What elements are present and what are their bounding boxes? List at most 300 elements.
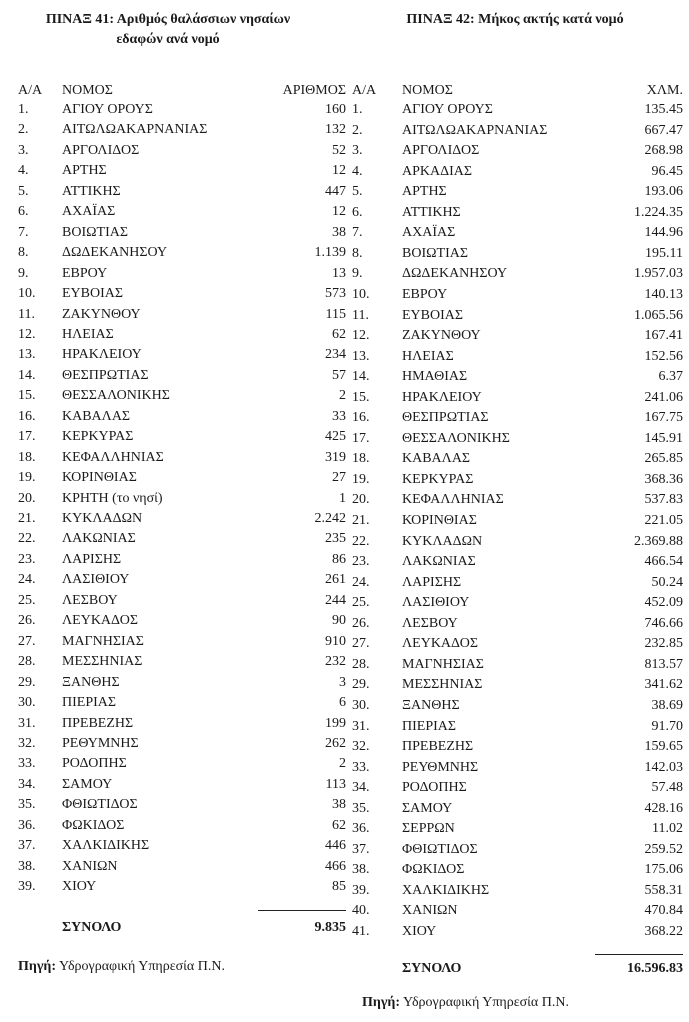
row-value: 91.70 bbox=[651, 718, 683, 734]
total-rule bbox=[258, 910, 346, 911]
row-number: 12. bbox=[352, 328, 370, 344]
table-row bbox=[18, 651, 348, 673]
row-prefecture: ΚΟΡΙΝΘΙΑΣ bbox=[402, 513, 477, 528]
row-number: 1. bbox=[18, 102, 29, 117]
row-prefecture: ΘΕΣΣΑΛΟΝΙΚΗΣ bbox=[62, 388, 170, 404]
row-number: 4. bbox=[18, 163, 29, 179]
row-value: 234 bbox=[325, 347, 346, 363]
table-row bbox=[352, 140, 687, 162]
row-value: 96.45 bbox=[651, 163, 683, 179]
row-number: 27. bbox=[352, 636, 370, 652]
row-value: 2.242 bbox=[314, 511, 346, 526]
table-row bbox=[18, 406, 348, 428]
row-prefecture: ΑΤΤΙΚΗΣ bbox=[402, 204, 461, 220]
row-value: 13 bbox=[332, 265, 346, 281]
row-value: 2 bbox=[339, 756, 346, 772]
row-number: 34. bbox=[352, 780, 370, 796]
table-row bbox=[352, 469, 687, 491]
table-row bbox=[352, 489, 687, 511]
row-prefecture: ΛΑΚΩΝΙΑΣ bbox=[402, 554, 476, 570]
table-row bbox=[18, 426, 348, 448]
table-row bbox=[352, 736, 687, 758]
row-value: 145.91 bbox=[644, 430, 683, 446]
row-prefecture: ΗΡΑΚΛΕΙΟΥ bbox=[402, 389, 482, 405]
row-value: 167.41 bbox=[644, 328, 683, 344]
row-number: 6. bbox=[18, 204, 29, 220]
row-prefecture: ΚΥΚΛΑΔΩΝ bbox=[402, 533, 483, 549]
row-number: 13. bbox=[352, 348, 370, 364]
row-value: 447 bbox=[325, 183, 346, 199]
row-prefecture: ΛΑΚΩΝΙΑΣ bbox=[62, 531, 136, 547]
table-row bbox=[18, 713, 348, 735]
row-prefecture: ΣΑΜΟΥ bbox=[402, 800, 453, 816]
header-aa: Α/Α bbox=[18, 83, 43, 98]
row-value: 232.85 bbox=[644, 636, 683, 652]
row-number: 19. bbox=[352, 471, 370, 487]
row-number: 18. bbox=[352, 451, 370, 467]
row-prefecture: ΒΟΙΩΤΙΑΣ bbox=[62, 224, 128, 240]
row-value: 2.369.88 bbox=[634, 533, 683, 549]
table-row bbox=[352, 798, 687, 820]
table-row bbox=[18, 876, 348, 898]
row-number: 22. bbox=[352, 533, 370, 549]
table-row bbox=[18, 692, 348, 714]
row-value: 152.56 bbox=[644, 348, 683, 364]
row-number: 26. bbox=[18, 613, 36, 629]
table-row bbox=[352, 181, 687, 203]
row-prefecture: ΡΟΔΟΠΗΣ bbox=[62, 756, 127, 772]
table-41-source bbox=[18, 957, 225, 977]
row-value: 38 bbox=[332, 224, 346, 240]
row-number: 29. bbox=[18, 674, 36, 690]
row-number: 4. bbox=[352, 163, 363, 179]
row-value: 452.09 bbox=[644, 595, 683, 611]
row-value: 142.03 bbox=[644, 759, 683, 775]
row-prefecture: ΕΒΡΟΥ bbox=[62, 265, 108, 281]
row-number: 36. bbox=[352, 821, 370, 837]
table-42-source bbox=[362, 993, 569, 1013]
row-prefecture: ΛΕΣΒΟΥ bbox=[62, 592, 118, 608]
row-prefecture: ΡΕΘΥΜΝΗΣ bbox=[62, 735, 139, 751]
row-prefecture: ΑΙΤΩΛΩΑΚΑΡΝΑΝΙΑΣ bbox=[402, 122, 548, 138]
row-prefecture: ΚΕΦΑΛΛΗΝΙΑΣ bbox=[62, 449, 164, 465]
row-prefecture: ΑΧΑΪΑΣ bbox=[402, 225, 456, 241]
row-number: 26. bbox=[352, 615, 370, 631]
row-prefecture: ΒΟΙΩΤΙΑΣ bbox=[402, 245, 468, 261]
row-number: 34. bbox=[18, 776, 36, 792]
table-row bbox=[18, 774, 348, 796]
row-prefecture: ΠΡΕΒΕΖΗΣ bbox=[402, 739, 474, 755]
row-number: 15. bbox=[352, 389, 370, 405]
table-row bbox=[18, 304, 348, 326]
row-number: 25. bbox=[352, 595, 370, 611]
table-row bbox=[18, 222, 348, 244]
row-number: 20. bbox=[18, 490, 36, 506]
table-row bbox=[18, 631, 348, 653]
row-prefecture: ΦΩΚΙΔΟΣ bbox=[402, 862, 465, 878]
table-row bbox=[352, 695, 687, 717]
row-prefecture: ΧΙΟΥ bbox=[402, 924, 437, 939]
row-value: 193.06 bbox=[644, 184, 683, 200]
row-number: 6. bbox=[352, 204, 363, 220]
row-value: 160 bbox=[325, 102, 346, 117]
row-value: 62 bbox=[332, 326, 346, 342]
row-number: 33. bbox=[352, 759, 370, 775]
row-number: 12. bbox=[18, 326, 36, 342]
table-row bbox=[18, 794, 348, 816]
row-value: 6.37 bbox=[658, 369, 683, 385]
row-prefecture: ΕΒΡΟΥ bbox=[402, 286, 448, 302]
row-value: 6 bbox=[339, 695, 346, 711]
row-number: 16. bbox=[352, 410, 370, 426]
row-value: 2 bbox=[339, 388, 346, 404]
row-prefecture: ΚΑΒΑΛΑΣ bbox=[62, 408, 131, 424]
row-value: 52 bbox=[332, 142, 346, 158]
row-number: 11. bbox=[18, 306, 35, 322]
source-text: Υδρογραφική Υπηρεσία Π.Ν. bbox=[403, 995, 569, 1010]
table-row bbox=[352, 531, 687, 553]
table-row bbox=[18, 549, 348, 571]
row-value: 1.957.03 bbox=[634, 266, 683, 282]
row-prefecture: ΑΡΓΟΛΙΔΟΣ bbox=[402, 143, 480, 159]
table-row bbox=[352, 572, 687, 594]
row-prefecture: ΑΡΤΗΣ bbox=[402, 184, 447, 200]
row-value: 90 bbox=[332, 613, 346, 629]
total-label: ΣΥΝΟΛΟ bbox=[62, 920, 122, 935]
row-number: 8. bbox=[352, 245, 363, 261]
row-prefecture: ΑΓΙΟΥ ΟΡΟΥΣ bbox=[62, 102, 153, 117]
table-row bbox=[18, 201, 348, 223]
row-prefecture: ΗΛΕΙΑΣ bbox=[402, 348, 454, 364]
row-number: 38. bbox=[18, 858, 36, 874]
table-row bbox=[18, 528, 348, 550]
table-row bbox=[18, 569, 348, 591]
table-row bbox=[352, 839, 687, 861]
table-row bbox=[352, 222, 687, 244]
row-value: 140.13 bbox=[644, 286, 683, 302]
row-prefecture: ΖΑΚΥΝΘΟΥ bbox=[62, 306, 141, 322]
row-value: 11.02 bbox=[652, 821, 683, 837]
row-number: 18. bbox=[18, 449, 36, 465]
row-value: 33 bbox=[332, 408, 346, 424]
table-row bbox=[352, 407, 687, 429]
row-number: 10. bbox=[18, 286, 36, 302]
table-42 bbox=[352, 0, 687, 1022]
row-value: 319 bbox=[325, 449, 346, 465]
row-number: 8. bbox=[18, 245, 29, 261]
row-number: 29. bbox=[352, 677, 370, 693]
row-value: 537.83 bbox=[644, 492, 683, 508]
row-prefecture: ΔΩΔΕΚΑΝΗΣΟΥ bbox=[62, 245, 168, 261]
table-row bbox=[352, 428, 687, 450]
row-prefecture: ΘΕΣΠΡΩΤΙΑΣ bbox=[62, 367, 149, 383]
row-prefecture: ΞΑΝΘΗΣ bbox=[402, 697, 460, 713]
row-number: 41. bbox=[352, 924, 370, 939]
row-value: 199 bbox=[325, 715, 346, 731]
row-value: 159.65 bbox=[644, 739, 683, 755]
row-number: 17. bbox=[352, 430, 370, 446]
row-number: 36. bbox=[18, 817, 36, 833]
row-number: 14. bbox=[18, 367, 36, 383]
table-row bbox=[352, 387, 687, 409]
row-prefecture: ΗΜΑΘΙΑΣ bbox=[402, 369, 468, 385]
row-prefecture: ΛΕΥΚΑΔΟΣ bbox=[402, 636, 479, 652]
row-value: 667.47 bbox=[644, 122, 683, 138]
row-value: 85 bbox=[332, 879, 346, 895]
table-row bbox=[352, 243, 687, 265]
row-number: 5. bbox=[18, 183, 29, 199]
row-prefecture: ΛΕΥΚΑΔΟΣ bbox=[62, 613, 139, 629]
row-prefecture: ΞΑΝΘΗΣ bbox=[62, 674, 120, 690]
table-row bbox=[352, 880, 687, 902]
table-row bbox=[18, 365, 348, 387]
row-number: 5. bbox=[352, 184, 363, 200]
table-row bbox=[352, 592, 687, 614]
row-value: 38.69 bbox=[651, 697, 683, 713]
row-prefecture: ΣΑΜΟΥ bbox=[62, 776, 113, 792]
header-name: ΝΟΜΟΣ bbox=[402, 83, 453, 98]
row-value: 368.36 bbox=[644, 471, 683, 487]
table-row bbox=[352, 263, 687, 285]
source-label: Πηγή: bbox=[18, 959, 57, 974]
table-42-total bbox=[352, 958, 687, 980]
row-value: 115 bbox=[325, 306, 346, 322]
row-prefecture: ΜΕΣΣΗΝΙΑΣ bbox=[402, 677, 483, 693]
row-prefecture: ΑΡΤΗΣ bbox=[62, 163, 107, 179]
row-prefecture: ΦΘΙΩΤΙΔΟΣ bbox=[62, 797, 138, 813]
row-value: 268.98 bbox=[644, 143, 683, 159]
row-number: 39. bbox=[18, 879, 36, 895]
row-prefecture: ΕΥΒΟΙΑΣ bbox=[62, 286, 124, 302]
row-prefecture: ΧΑΛΚΙΔΙΚΗΣ bbox=[62, 838, 150, 854]
row-value: 57.48 bbox=[651, 780, 683, 796]
row-value: 12 bbox=[332, 204, 346, 220]
row-prefecture: ΗΛΕΙΑΣ bbox=[62, 326, 114, 342]
row-number: 32. bbox=[18, 735, 36, 751]
row-number: 21. bbox=[18, 511, 36, 526]
table-row bbox=[352, 818, 687, 840]
table-row bbox=[18, 488, 348, 510]
table-row bbox=[352, 366, 687, 388]
row-value: 235 bbox=[325, 531, 346, 547]
header-aa: Α/Α bbox=[352, 83, 377, 98]
row-number: 14. bbox=[352, 369, 370, 385]
row-prefecture: ΛΑΡΙΣΗΣ bbox=[62, 551, 122, 567]
table-row bbox=[18, 181, 348, 203]
row-number: 38. bbox=[352, 862, 370, 878]
table-row bbox=[352, 633, 687, 655]
row-prefecture: ΘΕΣΠΡΩΤΙΑΣ bbox=[402, 410, 489, 426]
row-prefecture: ΡΟΔΟΠΗΣ bbox=[402, 780, 467, 796]
row-value: 195.11 bbox=[645, 245, 683, 261]
row-prefecture: ΡΕΥΘΜΝΗΣ bbox=[402, 759, 479, 775]
row-number: 33. bbox=[18, 756, 36, 772]
table-row bbox=[18, 385, 348, 407]
row-value: 425 bbox=[325, 429, 346, 445]
row-value: 446 bbox=[325, 838, 346, 854]
row-value: 144.96 bbox=[644, 225, 683, 241]
total-value: 16.596.83 bbox=[627, 961, 683, 976]
row-number: 28. bbox=[18, 654, 36, 670]
table-row bbox=[352, 202, 687, 224]
row-prefecture: ΛΑΣΙΘΙΟΥ bbox=[402, 595, 470, 611]
row-prefecture: ΠΙΕΡΙΑΣ bbox=[62, 695, 117, 711]
row-value: 3 bbox=[339, 674, 346, 690]
table-row bbox=[352, 716, 687, 738]
table-row bbox=[18, 140, 348, 162]
row-number: 3. bbox=[352, 143, 363, 159]
row-prefecture: ΚΡΗΤΗ (το νησί) bbox=[62, 490, 163, 506]
table-row bbox=[18, 242, 348, 264]
header-value: ΧΛΜ. bbox=[646, 83, 683, 98]
table-row bbox=[18, 856, 348, 878]
row-number: 3. bbox=[18, 142, 29, 158]
row-value: 261 bbox=[325, 572, 346, 588]
header-name: ΝΟΜΟΣ bbox=[62, 83, 113, 98]
row-prefecture: ΠΙΕΡΙΑΣ bbox=[402, 718, 457, 734]
row-number: 21. bbox=[352, 513, 370, 528]
row-prefecture: ΑΙΤΩΛΩΑΚΑΡΝΑΝΙΑΣ bbox=[62, 122, 208, 138]
row-number: 39. bbox=[352, 882, 370, 898]
row-prefecture: ΑΤΤΙΚΗΣ bbox=[62, 183, 121, 199]
row-number: 24. bbox=[352, 574, 370, 590]
table-row bbox=[352, 99, 687, 121]
row-value: 1.224.35 bbox=[634, 204, 683, 220]
header-value: ΑΡΙΘΜΟΣ bbox=[282, 83, 346, 98]
row-number: 31. bbox=[18, 715, 36, 731]
row-number: 24. bbox=[18, 572, 36, 588]
row-value: 113 bbox=[325, 776, 346, 792]
table-row bbox=[352, 900, 687, 922]
row-value: 38 bbox=[332, 797, 346, 813]
row-value: 1.139 bbox=[314, 245, 346, 261]
row-value: 558.31 bbox=[644, 882, 683, 898]
row-prefecture: ΖΑΚΥΝΘΟΥ bbox=[402, 328, 481, 344]
table-row bbox=[352, 448, 687, 470]
table-row bbox=[18, 815, 348, 837]
table-row bbox=[18, 835, 348, 857]
row-value: 466 bbox=[325, 858, 346, 874]
row-number: 32. bbox=[352, 739, 370, 755]
row-number: 16. bbox=[18, 408, 36, 424]
row-number: 11. bbox=[352, 307, 369, 323]
table-row bbox=[18, 733, 348, 755]
row-number: 7. bbox=[352, 225, 363, 241]
row-number: 10. bbox=[352, 286, 370, 302]
row-prefecture: ΜΑΓΝΗΣΙΑΣ bbox=[62, 633, 144, 649]
row-number: 13. bbox=[18, 347, 36, 363]
row-prefecture: ΚΕΦΑΛΛΗΝΙΑΣ bbox=[402, 492, 504, 508]
row-number: 2. bbox=[352, 122, 363, 138]
table-row bbox=[18, 99, 348, 121]
row-prefecture: ΑΓΙΟΥ ΟΡΟΥΣ bbox=[402, 102, 493, 117]
row-value: 241.06 bbox=[644, 389, 683, 405]
table-row bbox=[18, 160, 348, 182]
row-value: 132 bbox=[325, 122, 346, 138]
row-number: 23. bbox=[18, 551, 36, 567]
row-prefecture: ΠΡΕΒΕΖΗΣ bbox=[62, 715, 134, 731]
row-prefecture: ΛΑΣΙΘΙΟΥ bbox=[62, 572, 130, 588]
row-prefecture: ΦΘΙΩΤΙΔΟΣ bbox=[402, 841, 478, 857]
row-number: 7. bbox=[18, 224, 29, 240]
table-row bbox=[18, 263, 348, 285]
row-prefecture: ΕΥΒΟΙΑΣ bbox=[402, 307, 464, 323]
row-number: 9. bbox=[352, 266, 363, 282]
row-number: 2. bbox=[18, 122, 29, 138]
row-prefecture: ΗΡΑΚΛΕΙΟΥ bbox=[62, 347, 142, 363]
row-prefecture: ΑΧΑΪΑΣ bbox=[62, 204, 116, 220]
table-row bbox=[18, 753, 348, 775]
row-value: 175.06 bbox=[644, 862, 683, 878]
table-41 bbox=[18, 0, 348, 1022]
table-row bbox=[352, 921, 687, 943]
total-value: 9.835 bbox=[314, 920, 346, 935]
row-value: 573 bbox=[325, 286, 346, 302]
row-number: 22. bbox=[18, 531, 36, 547]
row-value: 135.45 bbox=[644, 102, 683, 117]
table-row bbox=[352, 859, 687, 881]
row-value: 62 bbox=[332, 817, 346, 833]
row-value: 244 bbox=[325, 592, 346, 608]
row-value: 265.85 bbox=[644, 451, 683, 467]
row-prefecture: ΜΑΓΝΗΣΙΑΣ bbox=[402, 656, 484, 672]
table-row bbox=[352, 284, 687, 306]
row-number: 40. bbox=[352, 903, 370, 919]
source-text: Υδρογραφική Υπηρεσία Π.Ν. bbox=[59, 959, 225, 974]
table-row bbox=[18, 672, 348, 694]
table-row bbox=[352, 551, 687, 573]
row-prefecture: ΜΕΣΣΗΝΙΑΣ bbox=[62, 654, 143, 670]
table-row bbox=[18, 283, 348, 305]
row-value: 470.84 bbox=[644, 903, 683, 919]
row-value: 341.62 bbox=[644, 677, 683, 693]
table-row bbox=[18, 508, 348, 530]
table-row bbox=[18, 610, 348, 632]
table-row bbox=[18, 344, 348, 366]
row-prefecture: ΚΕΡΚΥΡΑΣ bbox=[402, 471, 474, 487]
row-number: 37. bbox=[18, 838, 36, 854]
table-41-title-line1: ΠΙΝΑΞ 41: Αριθμός θαλάσσιων νησαίων bbox=[45, 12, 291, 27]
row-number: 25. bbox=[18, 592, 36, 608]
table-row bbox=[352, 654, 687, 676]
row-value: 813.57 bbox=[644, 656, 683, 672]
row-prefecture: ΔΩΔΕΚΑΝΗΣΟΥ bbox=[402, 266, 508, 282]
row-prefecture: ΧΑΛΚΙΔΙΚΗΣ bbox=[402, 882, 490, 898]
row-prefecture: ΚΑΒΑΛΑΣ bbox=[402, 451, 471, 467]
row-value: 12 bbox=[332, 163, 346, 179]
row-prefecture: ΣΕΡΡΩΝ bbox=[402, 821, 455, 837]
row-number: 27. bbox=[18, 633, 36, 649]
row-value: 221.05 bbox=[644, 513, 683, 528]
table-row bbox=[18, 467, 348, 489]
table-row bbox=[352, 613, 687, 635]
row-value: 1 bbox=[339, 490, 346, 506]
row-prefecture: ΧΙΟΥ bbox=[62, 879, 97, 895]
row-value: 259.52 bbox=[644, 841, 683, 857]
row-value: 368.22 bbox=[644, 924, 683, 939]
row-value: 428.16 bbox=[644, 800, 683, 816]
row-value: 167.75 bbox=[644, 410, 683, 426]
total-label: ΣΥΝΟΛΟ bbox=[402, 961, 462, 976]
row-number: 15. bbox=[18, 388, 36, 404]
table-row bbox=[18, 119, 348, 141]
row-prefecture: ΧΑΝΙΩΝ bbox=[62, 858, 118, 874]
row-value: 1.065.56 bbox=[634, 307, 683, 323]
row-prefecture: ΦΩΚΙΔΟΣ bbox=[62, 817, 125, 833]
row-number: 35. bbox=[352, 800, 370, 816]
table-row bbox=[18, 590, 348, 612]
row-value: 262 bbox=[325, 735, 346, 751]
